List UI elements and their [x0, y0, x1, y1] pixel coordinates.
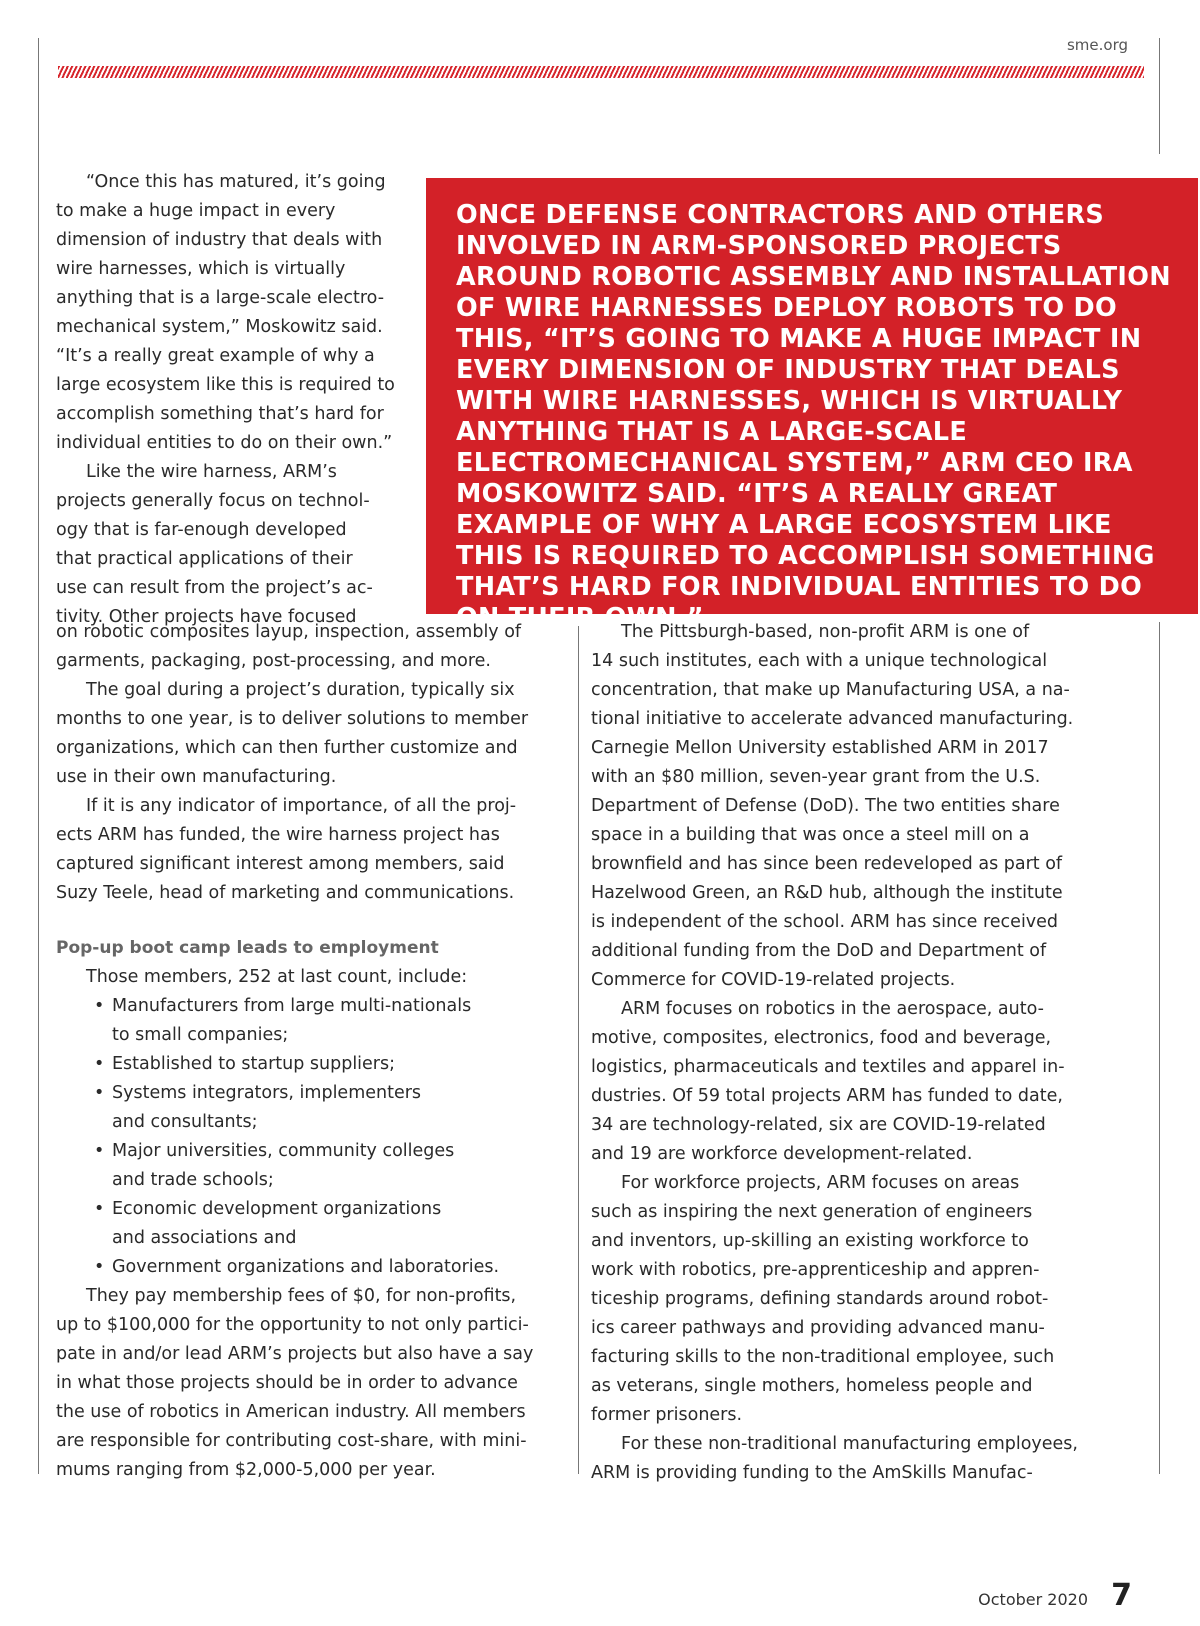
- text-line: mums ranging from $2,000-5,000 per year.: [56, 1460, 436, 1480]
- text-line: additional funding from the DoD and Department of: [591, 941, 1047, 961]
- member-list: [56, 992, 566, 1282]
- text-line: ogy that is far-enough developed: [56, 520, 347, 540]
- text-line: dustries. Of 59 total projects ARM has funded to date,: [591, 1086, 1063, 1106]
- list-item-continuation: and associations and: [112, 1228, 297, 1248]
- text-line: Like the wire harness, ARM’s: [86, 462, 337, 482]
- text-line: organizations, which can then further customize and: [56, 738, 518, 758]
- left-paragraphs-b: [56, 1282, 566, 1485]
- list-item-continuation: and trade schools;: [112, 1170, 274, 1190]
- text-line: individual entities to do on their own.”: [56, 433, 393, 453]
- text-line: captured significant interest among members, said: [56, 854, 505, 874]
- text-line: Carnegie Mellon University established ARM in 2017: [591, 738, 1049, 758]
- text-line: “Once this has matured, it’s going: [86, 172, 386, 192]
- members-intro: Those members, 252 at last count, include:: [86, 967, 468, 987]
- text-line: former prisoners.: [591, 1405, 743, 1425]
- text-line: tivity. Other projects have focused: [56, 607, 357, 627]
- right-paragraphs: [591, 618, 1151, 1488]
- list-item: • Systems integrators, implementers: [56, 1079, 566, 1108]
- left-paragraphs-a: [56, 618, 566, 908]
- text-line: logistics, pharmaceuticals and textiles and apparel in-: [591, 1057, 1065, 1077]
- text-line: on robotic composites layup, inspection, assembly of: [56, 622, 522, 642]
- text-line: as veterans, single mothers, homeless people and: [591, 1376, 1033, 1396]
- text-line: Department of Defense (DoD). The two entities share: [591, 796, 1060, 816]
- left-column-top: [56, 168, 406, 632]
- text-line: “It’s a really great example of why a: [56, 346, 375, 366]
- text-line: For these non-traditional manufacturing employees,: [621, 1434, 1078, 1454]
- text-line: facturing skills to the non-traditional employee, such: [591, 1347, 1055, 1367]
- text-line: is independent of the school. ARM has since received: [591, 912, 1059, 932]
- text-line: Hazelwood Green, an R&D hub, although the institute: [591, 883, 1063, 903]
- text-line: wire harnesses, which is virtually: [56, 259, 346, 279]
- text-line: such as inspiring the next generation of engineers: [591, 1202, 1033, 1222]
- text-line: ticeship programs, defining standards around robot-: [591, 1289, 1049, 1309]
- text-line: mechanical system,” Moskowitz said.: [56, 317, 383, 337]
- text-line: pate in and/or lead ARM’s projects but also have a say: [56, 1344, 534, 1364]
- text-line: ics career pathways and providing advanced manu-: [591, 1318, 1045, 1338]
- text-line: dimension of industry that deals with: [56, 230, 383, 250]
- site-url: sme.org: [1066, 36, 1128, 54]
- text-line: The goal during a project’s duration, typically six: [86, 680, 515, 700]
- text-line: large ecosystem like this is required to: [56, 375, 395, 395]
- text-line: accomplish something that’s hard for: [56, 404, 384, 424]
- text-line: brownfield and has since been redeveloped as part of: [591, 854, 1063, 874]
- text-line: For workforce projects, ARM focuses on areas: [621, 1173, 1020, 1193]
- text-line: are responsible for contributing cost-share, with mini-: [56, 1431, 527, 1451]
- right-margin-rule: [1159, 38, 1160, 154]
- text-line: If it is any indicator of importance, of all the proj-: [86, 796, 517, 816]
- text-line: motive, composites, electronics, food and beverage,: [591, 1028, 1052, 1048]
- left-margin-rule: [38, 38, 39, 1474]
- text-line: projects generally focus on technol-: [56, 491, 370, 511]
- subhead: Pop-up boot camp leads to employment: [56, 938, 439, 958]
- text-line: with an $80 million, seven-year grant from the U.S.: [591, 767, 1041, 787]
- text-line: use in their own manufacturing.: [56, 767, 337, 787]
- list-item: • Manufacturers from large multi-nationals: [56, 992, 566, 1021]
- header-stripe: [58, 66, 1144, 78]
- text-line: that practical applications of their: [56, 549, 353, 569]
- text-line: space in a building that was once a steel mill on a: [591, 825, 1030, 845]
- text-line: work with robotics, pre-apprenticeship and appren-: [591, 1260, 1040, 1280]
- list-item: • Established to startup suppliers;: [56, 1050, 566, 1079]
- text-line: ARM is providing funding to the AmSkills Manufac-: [591, 1463, 1033, 1483]
- text-line: anything that is a large-scale electro-: [56, 288, 385, 308]
- section-gap: [56, 908, 566, 934]
- left-top-paragraphs: [56, 168, 406, 632]
- text-line: and inventors, up-skilling an existing workforce to: [591, 1231, 1029, 1251]
- issue-date: October 2020: [978, 1590, 1088, 1609]
- text-line: up to $100,000 for the opportunity to not only partici-: [56, 1315, 529, 1335]
- text-line: to make a huge impact in every: [56, 201, 336, 221]
- text-line: ARM focuses on robotics in the aerospace, auto-: [621, 999, 1044, 1019]
- text-line: months to one year, is to deliver solutions to member: [56, 709, 529, 729]
- text-line: The Pittsburgh-based, non-profit ARM is one of: [621, 622, 1030, 642]
- text-line: ects ARM has funded, the wire harness project has: [56, 825, 500, 845]
- pull-quote-text: ONCE DEFENSE CONTRACTORS AND OTHERS INVOLVED IN ARM-SPONSORED PROJECTS AROUND ROBOTIC ASSEMBLY AND INSTALLATION OF WIRE HARNESSES DEPLOY ROBOTS TO DO THIS, “IT’S GOING TO MAKE A HUGE IMPACT IN EVERY DIMENSION OF INDUSTRY THAT DEALS WITH WIRE HARNESSES, WHICH IS VIRTUALLY ANYTHING THAT IS A LARGE-SCALE ELECTROMECHANICAL SYSTEM,” ARM CEO IRA MOSKOWITZ SAID. “IT’S A REALLY GREAT EXAMPLE OF WHY A LARGE ECOSYSTEM LIKE THIS IS REQUIRED TO ACCOMPLISH SOMETHING THAT’S HARD FOR INDIVIDUAL ENTITIES TO DO ON THEIR OWN.”: [456, 200, 1171, 633]
- text-line: and 19 are workforce development-related.: [591, 1144, 973, 1164]
- list-item-continuation: to small companies;: [112, 1025, 289, 1045]
- text-line: concentration, that make up Manufacturing USA, a na-: [591, 680, 1070, 700]
- text-line: They pay membership fees of $0, for non-profits,: [86, 1286, 517, 1306]
- text-line: the use of robotics in American industry. All members: [56, 1402, 526, 1422]
- text-line: tional initiative to accelerate advanced manufacturing.: [591, 709, 1074, 729]
- right-column: [591, 618, 1151, 1488]
- text-line: in what those projects should be in order to advance: [56, 1373, 518, 1393]
- text-line: garments, packaging, post-processing, and more.: [56, 651, 491, 671]
- list-item-continuation: and consultants;: [112, 1112, 258, 1132]
- left-column-main: [56, 618, 566, 1485]
- text-line: 34 are technology-related, six are COVID-19-related: [591, 1115, 1046, 1135]
- text-line: 14 such institutes, each with a unique technological: [591, 651, 1048, 671]
- column-divider: [578, 622, 579, 1474]
- page-number: 7: [1111, 1578, 1132, 1613]
- list-item: • Major universities, community colleges: [56, 1137, 566, 1166]
- right-margin-rule-lower: [1159, 622, 1160, 1474]
- text-line: use can result from the project’s ac-: [56, 578, 373, 598]
- list-item: • Government organizations and laboratories.: [56, 1253, 566, 1282]
- text-line: Commerce for COVID-19-related projects.: [591, 970, 956, 990]
- list-item: • Economic development organizations: [56, 1195, 566, 1224]
- text-line: Suzy Teele, head of marketing and communications.: [56, 883, 515, 903]
